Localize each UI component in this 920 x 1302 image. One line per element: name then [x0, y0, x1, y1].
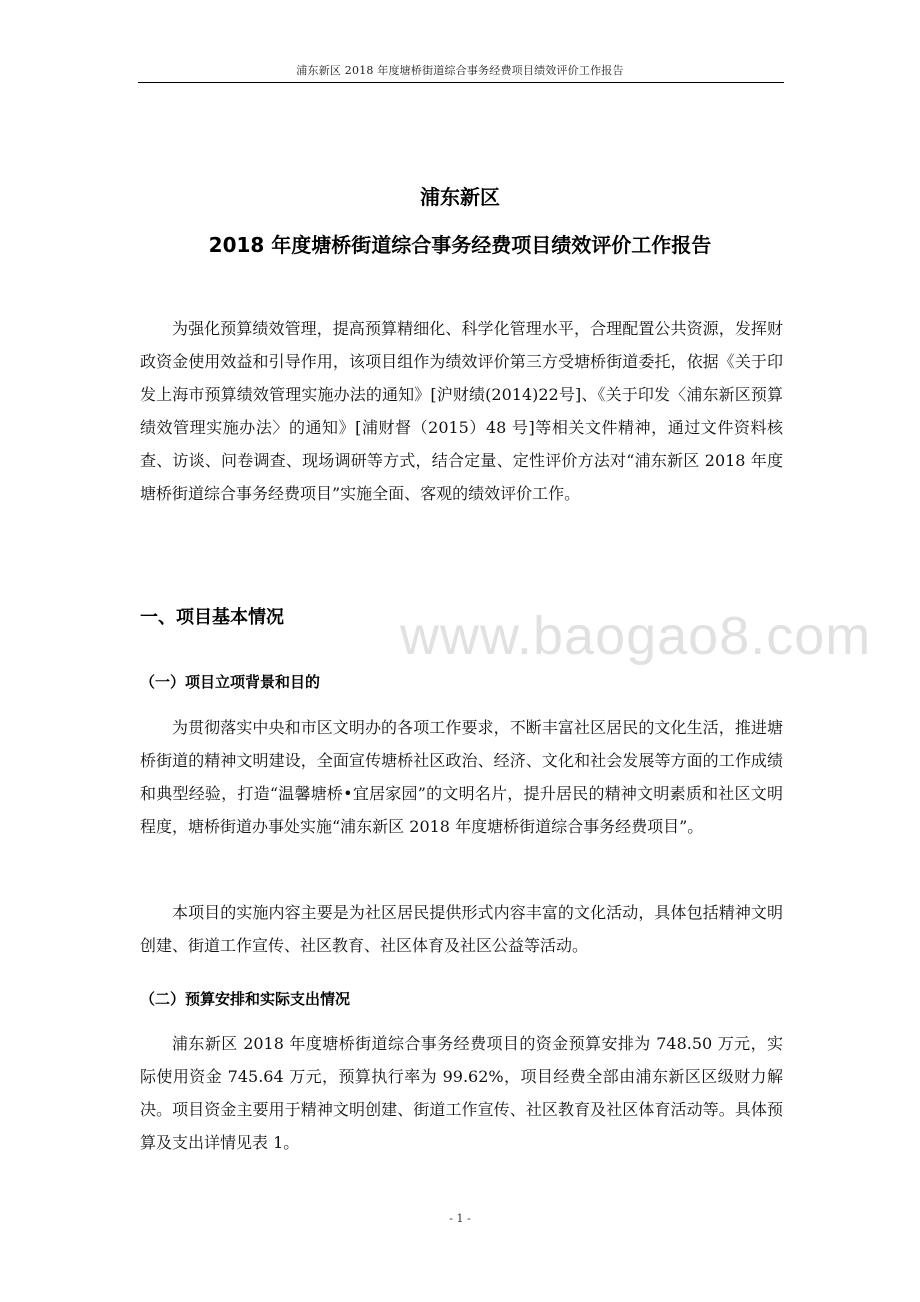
report-title-line-2: 2018 年度塘桥街道综合事务经费项目绩效评价工作报告 — [208, 233, 712, 257]
intro-paragraph: 为强化预算绩效管理，提高预算精细化、科学化管理水平，合理配置公共资源，发挥财政资金使用效益和引导作用，该项目组作为绩效评价第三方受塘桥街道委托，依据《关于印发上海市预算绩效管理实施办法的通知》[沪财绩(2014)22号]、《关于印发〈浦东新区预算绩效管理实施办法〉的通知》[浦财督（2015）48 号]等相关文件精神，通过文件资料核查、访谈、问卷调查、现场调研等方式，结合定量、定性评价方法对“浦东新区 2018 年度塘桥街道综合事务经费项目”实施全面、客观的绩效评价工作。 — [140, 319, 783, 503]
subsection-heading-budget: （二）预算安排和实际支出情况 — [140, 990, 351, 1008]
header-divider — [138, 82, 784, 83]
section-heading-project-basics: 一、项目基本情况 — [140, 607, 284, 628]
budget-paragraph: 浦东新区 2018 年度塘桥街道综合事务经费项目的资金预算安排为 748.50 万元，实际使用资金 745.64 万元，预算执行率为 99.62%，项目经费全部由浦东新区区级财力解决。项目资金主要用于精神文明创建、街道工作宣传、社区教育及社区体育活动等。具体预算及支出详情见表 1。 — [140, 1034, 783, 1152]
background-paragraph-1: 为贯彻落实中央和市区文明办的各项工作要求，不断丰富社区居民的文化生活，推进塘桥街道的精神文明建设，全面宣传塘桥社区政治、经济、文化和社会发展等方面的工作成绩和典型经验，打造“温馨塘桥•宜居家园”的文明名片，提升居民的精神文明素质和社区文明程度，塘桥街道办事处实施“浦东新区 2018 年度塘桥街道综合事务经费项目”。 — [140, 718, 783, 836]
subsection-heading-background: （一）项目立项背景和目的 — [140, 673, 321, 691]
report-title-line-1: 浦东新区 — [420, 185, 500, 209]
page-number: - 1 - — [449, 1212, 471, 1225]
running-header: 浦东新区 2018 年度塘桥街道综合事务经费项目绩效评价工作报告 — [296, 64, 624, 77]
background-paragraph-2: 本项目的实施内容主要是为社区居民提供形式内容丰富的文化活动，具体包括精神文明创建、街道工作宣传、社区教育、社区体育及社区公益等活动。 — [140, 903, 783, 955]
watermark: www.baogao8.com — [400, 606, 872, 666]
